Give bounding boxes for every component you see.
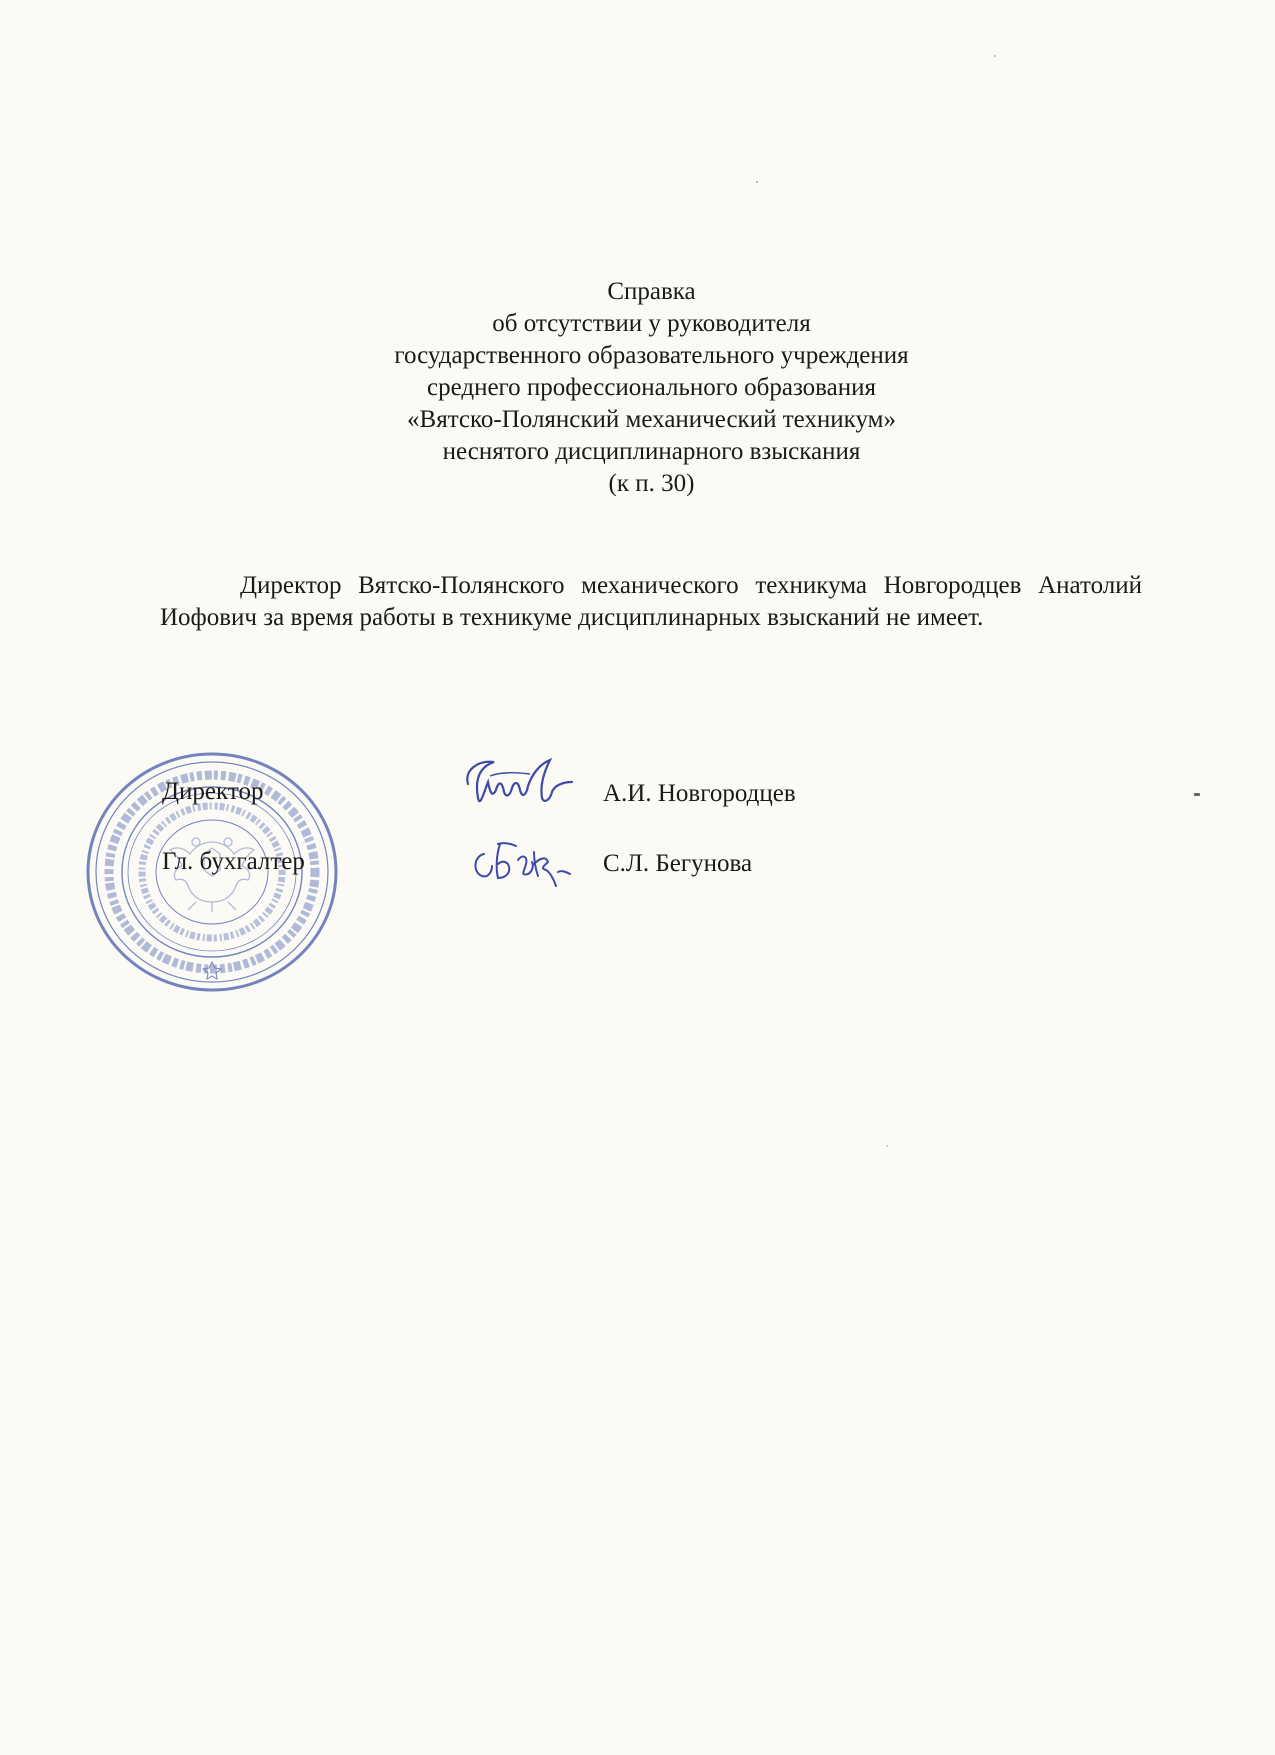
title-line: государственного образовательного учреждения — [394, 342, 909, 369]
body-paragraph: Директор Вятско-Полянского механического техникума Новгородцев Анатолий Иофович за время работы в техникуме дисциплинарных взысканий не имеет. — [160, 572, 1142, 631]
title-line: Справка — [607, 278, 696, 305]
director-signature — [460, 752, 576, 814]
accountant-name: С.Л. Бегунова — [603, 850, 753, 877]
title-line: «Вятско-Полянский механический техникум» — [407, 406, 896, 433]
title-line: об отсутствии у руководителя — [492, 310, 811, 337]
scan-speck — [886, 1145, 888, 1147]
accountant-signature — [470, 836, 574, 888]
director-name: А.И. Новгородцев — [603, 780, 796, 807]
scan-speck — [756, 181, 758, 183]
document-title — [160, 276, 1143, 500]
scan-speck — [1194, 793, 1200, 796]
title-line: (к п. 30) — [608, 470, 695, 497]
title-line: неснятого дисциплинарного взыскания — [442, 438, 861, 465]
accountant-role-label: Гл. бухгалтер — [162, 848, 305, 875]
scan-speck — [994, 55, 996, 57]
title-line: среднего профессионального образования — [426, 374, 876, 401]
director-role-label: Директор — [162, 778, 264, 805]
